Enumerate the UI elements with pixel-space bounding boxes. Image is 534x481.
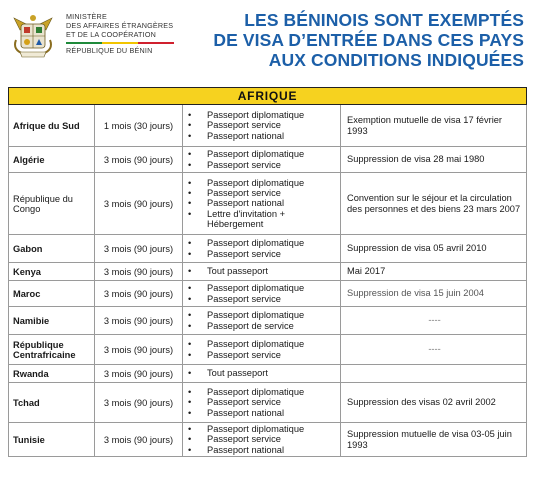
passport-item: • Passeport national: [187, 408, 336, 418]
duration-cell: 3 mois (90 jours): [95, 423, 183, 457]
conditions-cell: [341, 173, 527, 235]
conditions-cell: [341, 263, 527, 281]
title-line: AUX CONDITIONS INDIQUÉES: [268, 50, 524, 70]
duration-cell: 3 mois (90 jours): [95, 147, 183, 173]
passport-types-cell: [183, 365, 341, 383]
duration-cell: 3 mois (90 jours): [95, 335, 183, 365]
country-cell: Algérie: [9, 147, 95, 173]
ministry-line: MINISTÈRE: [66, 12, 107, 21]
passport-list: [187, 387, 336, 418]
passport-item: • Passeport diplomatique: [187, 178, 336, 188]
country-cell: Namibie: [9, 307, 95, 335]
duration-cell: 3 mois (90 jours): [95, 281, 183, 307]
duration-cell: 3 mois (90 jours): [95, 235, 183, 263]
passport-list: [187, 266, 336, 276]
title-line: DE VISA D’ENTRÉE DANS CES PAYS: [213, 30, 524, 50]
flag-stripe: [66, 42, 174, 44]
conditions-text: Convention sur le séjour et la circulation des personnes et des biens 23 mars 2007: [347, 193, 521, 214]
country-cell: Tunisie: [9, 423, 95, 457]
passport-item: • Passeport diplomatique: [187, 310, 336, 320]
passport-types-cell: [183, 263, 341, 281]
ministry-block: [66, 13, 174, 56]
passport-list: [187, 178, 336, 229]
passport-item: • Passeport diplomatique: [187, 424, 336, 434]
passport-item: • Passeport service: [187, 397, 336, 407]
country-cell: Gabon: [9, 235, 95, 263]
passport-item: • Passeport service: [187, 434, 336, 444]
duration-cell: 3 mois (90 jours): [95, 263, 183, 281]
conditions-text: Suppression de visa 15 juin 2004: [347, 288, 484, 299]
conditions-cell: [341, 235, 527, 263]
passport-list: [187, 310, 336, 330]
conditions-cell: [341, 105, 527, 147]
conditions-text: Suppression des visas 02 avril 2002: [347, 397, 496, 408]
passport-item: • Passeport diplomatique: [187, 110, 336, 120]
benin-coat-of-arms-icon: [8, 10, 58, 60]
header: [0, 0, 534, 72]
conditions-text: Exemption mutuelle de visa 17 février 1993: [347, 115, 503, 136]
table-row: [9, 147, 527, 173]
conditions-cell: [341, 281, 527, 307]
country-cell: République du Congo: [9, 173, 95, 235]
conditions-text: ----: [428, 315, 441, 326]
passport-item: • Tout passeport: [187, 368, 336, 378]
duration-cell: 3 mois (90 jours): [95, 383, 183, 423]
visa-exemption-table: [8, 87, 527, 457]
passport-item: • Passeport service: [187, 249, 336, 259]
duration-cell: 3 mois (90 jours): [95, 173, 183, 235]
passport-item: • Passeport diplomatique: [187, 339, 336, 349]
table-row: [9, 335, 527, 365]
conditions-text: ----: [428, 344, 441, 355]
conditions-cell: [341, 423, 527, 457]
conditions-text: Suppression de visa 28 mai 1980: [347, 154, 485, 165]
table-row: [9, 281, 527, 307]
title-line: LES BÉNINOIS SONT EXEMPTÉS: [244, 10, 524, 30]
table-row: [9, 423, 527, 457]
table-row: [9, 383, 527, 423]
conditions-text: Suppression mutuelle de visa 03-05 juin 1993: [347, 429, 512, 450]
table-row: [9, 173, 527, 235]
country-cell: Kenya: [9, 263, 95, 281]
table-row: [9, 365, 527, 383]
passport-types-cell: [183, 307, 341, 335]
duration-cell: 3 mois (90 jours): [95, 307, 183, 335]
duration-cell: 1 mois (30 jours): [95, 105, 183, 147]
passport-item: • Passeport service: [187, 160, 336, 170]
conditions-cell: [341, 307, 527, 335]
passport-types-cell: [183, 383, 341, 423]
passport-types-cell: [183, 281, 341, 307]
passport-types-cell: [183, 105, 341, 147]
passport-list: [187, 238, 336, 258]
passport-item: • Passeport diplomatique: [187, 238, 336, 248]
conditions-cell: [341, 147, 527, 173]
passport-list: [187, 424, 336, 455]
passport-item: • Passeport service: [187, 350, 336, 360]
country-cell: Maroc: [9, 281, 95, 307]
table-row: [9, 263, 527, 281]
conditions-cell: [341, 365, 527, 383]
country-cell: Afrique du Sud: [9, 105, 95, 147]
republic-name: RÉPUBLIQUE DU BÉNIN: [66, 46, 153, 56]
ministry-line: DES AFFAIRES ÉTRANGÈRES: [66, 20, 174, 30]
passport-types-cell: [183, 423, 341, 457]
ministry-line: ET DE LA COOPÉRATION: [66, 29, 157, 39]
page-title: [213, 10, 524, 70]
passport-item: • Passeport national: [187, 131, 336, 141]
passport-item: • Lettre d'invitation + Hébergement: [187, 209, 336, 229]
passport-item: • Passeport national: [187, 445, 336, 455]
conditions-text: Suppression de visa 05 avril 2010: [347, 243, 487, 254]
passport-list: [187, 368, 336, 378]
passport-types-cell: [183, 147, 341, 173]
duration-cell: 3 mois (90 jours): [95, 365, 183, 383]
passport-list: [187, 110, 336, 141]
passport-item: • Passeport diplomatique: [187, 149, 336, 159]
conditions-text: Mai 2017: [347, 266, 386, 277]
table-row: [9, 307, 527, 335]
passport-list: [187, 339, 336, 359]
passport-types-cell: [183, 335, 341, 365]
passport-item: • Passeport diplomatique: [187, 283, 336, 293]
passport-item: • Passeport service: [187, 188, 336, 198]
table-row: [9, 235, 527, 263]
passport-item: • Tout passeport: [187, 266, 336, 276]
country-cell: Rwanda: [9, 365, 95, 383]
passport-item: • Passeport national: [187, 198, 336, 208]
conditions-cell: [341, 335, 527, 365]
country-cell: Tchad: [9, 383, 95, 423]
table-row: [9, 105, 527, 147]
passport-list: [187, 149, 336, 169]
passport-list: [187, 283, 336, 303]
conditions-cell: [341, 383, 527, 423]
passport-item: • Passeport de service: [187, 321, 336, 331]
passport-item: • Passeport diplomatique: [187, 387, 336, 397]
passport-types-cell: [183, 235, 341, 263]
passport-item: • Passeport service: [187, 294, 336, 304]
region-header: AFRIQUE: [9, 88, 527, 105]
passport-types-cell: [183, 173, 341, 235]
country-cell: République Centrafricaine: [9, 335, 95, 365]
passport-item: • Passeport service: [187, 120, 336, 130]
